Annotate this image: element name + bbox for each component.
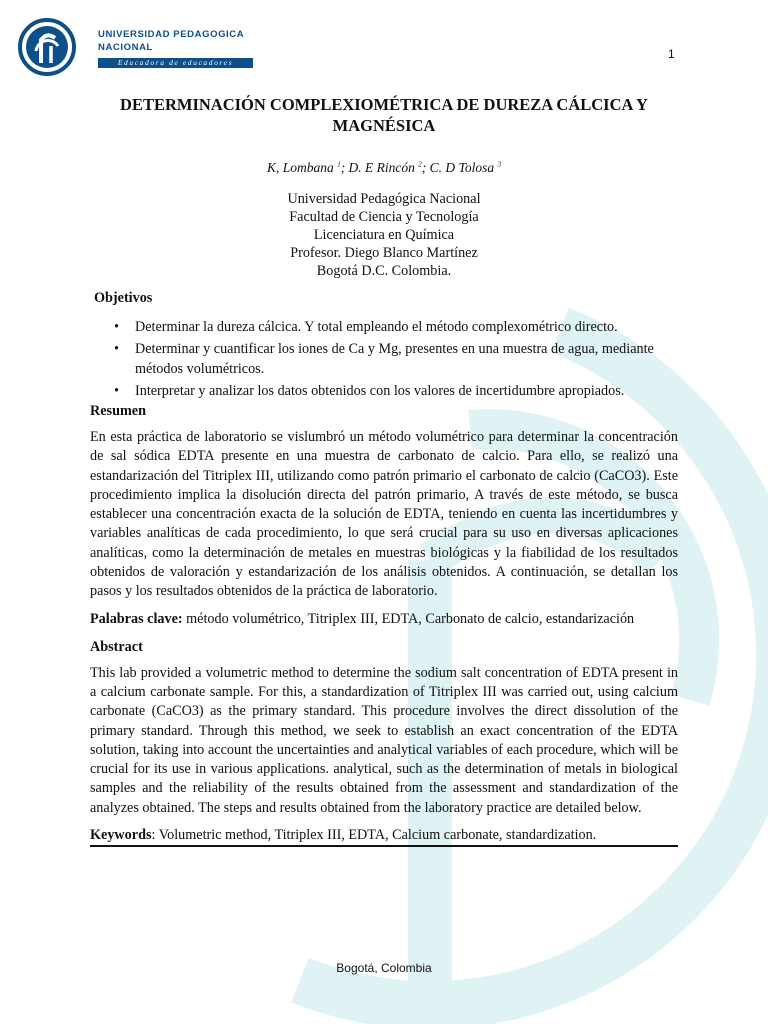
objective-item: • Determinar y cuantificar los iones de Ca y Mg, presentes en una muestra de agua, mediante métodos volumétricos. xyxy=(114,339,678,379)
objectives-list xyxy=(90,317,678,401)
affiliation-program: Licenciatura en Química xyxy=(313,227,455,243)
author-tolosa: ; C. D Tolosa xyxy=(421,160,498,175)
palabras-clave-label: Palabras clave: xyxy=(90,610,183,627)
page-number: 1 xyxy=(668,47,675,61)
university-name-line1: UNIVERSIDAD PEDAGOGICA xyxy=(98,29,245,40)
author-3-superscript: 3 xyxy=(497,160,501,169)
keywords xyxy=(90,826,678,847)
author-lombana: K, Lombana xyxy=(267,160,338,175)
author-list xyxy=(90,160,678,176)
abstract-heading: Abstract xyxy=(90,638,143,655)
objective-item: • Determinar la dureza cálcica. Y total empleando el método complexométrico directo. xyxy=(114,317,678,337)
university-logo xyxy=(18,18,258,78)
affiliation-faculty: Facultad de Ciencia y Tecnología xyxy=(289,209,479,225)
document-body xyxy=(90,94,678,847)
author-1-superscript: 1 xyxy=(337,160,341,169)
author-2-superscript: 2 xyxy=(418,160,422,169)
university-emblem-icon xyxy=(18,18,76,76)
author-rincon: ; D. E Rincón xyxy=(340,160,419,175)
resumen-text: En esta práctica de laboratorio se vislumbró un método volumétrico para determinar la concentración de sal sódica EDTA presente en una muestra de carbonato de calcio. Para ello, se realizó una estandarización del Titriplex III, utilizando como patrón primario el carbonato de calcio (CaCO3). Este procedimiento implica la disolución directa del patrón primario, A través de este método, se busca establecer una concentración exacta de la solución de EDTA, teniendo en cuenta las incertidumbres y variables analíticas de cada procedimiento, lo que será crucial para su uso en diversas aplicaciones analíticas, como la determinación de metales en muestras biológicas y la fiabilidad de los resultados obtenidos de valoración y estandarización de los análisis obtenidos. A continuación, se detallan los pasos y los resultados obtenidos de la práctica de laboratorio. xyxy=(90,429,678,600)
page-footer: Bogotá, Colombia xyxy=(336,961,432,975)
university-name-line2: NACIONAL xyxy=(98,42,153,53)
palabras-clave-text: método volumétrico, Titriplex III, EDTA, Carbonato de calcio, estandarización xyxy=(182,610,635,627)
keywords-label: Keywords xyxy=(90,827,152,844)
keywords-text: : Volumetric method, Titriplex III, EDTA, Calcium carbonate, standardization. xyxy=(151,827,597,844)
affiliation-university: Universidad Pedagógica Nacional xyxy=(287,191,481,207)
palabras-clave xyxy=(90,610,678,629)
abstract-text: This lab provided a volumetric method to determine the sodium salt concentration of EDTA present in a calcium carbonate sample. For this, a standardization of Titriplex III was carried out, using calcium carbonate (CaCO3) as the primary standard. This procedure involves the direct dissolution of the primary standard. Through this method, we seek to establish an exact concentration of the EDTA solution, taking into account the uncertainties and analytical variables of each procedure, which will be crucial for its use in various applications. analytical, such as the determination of metals in biological samples and the reliability of the results obtained from the assessment and standardization of the analyzes obtained. The steps and results obtained from the laboratory practice are detailed below. xyxy=(90,664,678,816)
resumen-heading: Resumen xyxy=(90,403,146,419)
university-slogan: Educadora de educadores xyxy=(98,58,253,68)
affiliation-professor: Profesor. Diego Blanco Martínez xyxy=(290,245,478,261)
university-name xyxy=(98,28,258,54)
objective-item: • Interpretar y analizar los datos obtenidos con los valores de incertidumbre apropiados. xyxy=(114,381,678,401)
document-title: DETERMINACIÓN COMPLEXIOMÉTRICA DE DUREZA CÁLCICA Y MAGNÉSICA xyxy=(120,95,648,135)
objectives-heading: Objetivos xyxy=(94,290,153,306)
affiliation-block xyxy=(90,190,678,280)
affiliation-location: Bogotá D.C. Colombia. xyxy=(316,263,452,279)
